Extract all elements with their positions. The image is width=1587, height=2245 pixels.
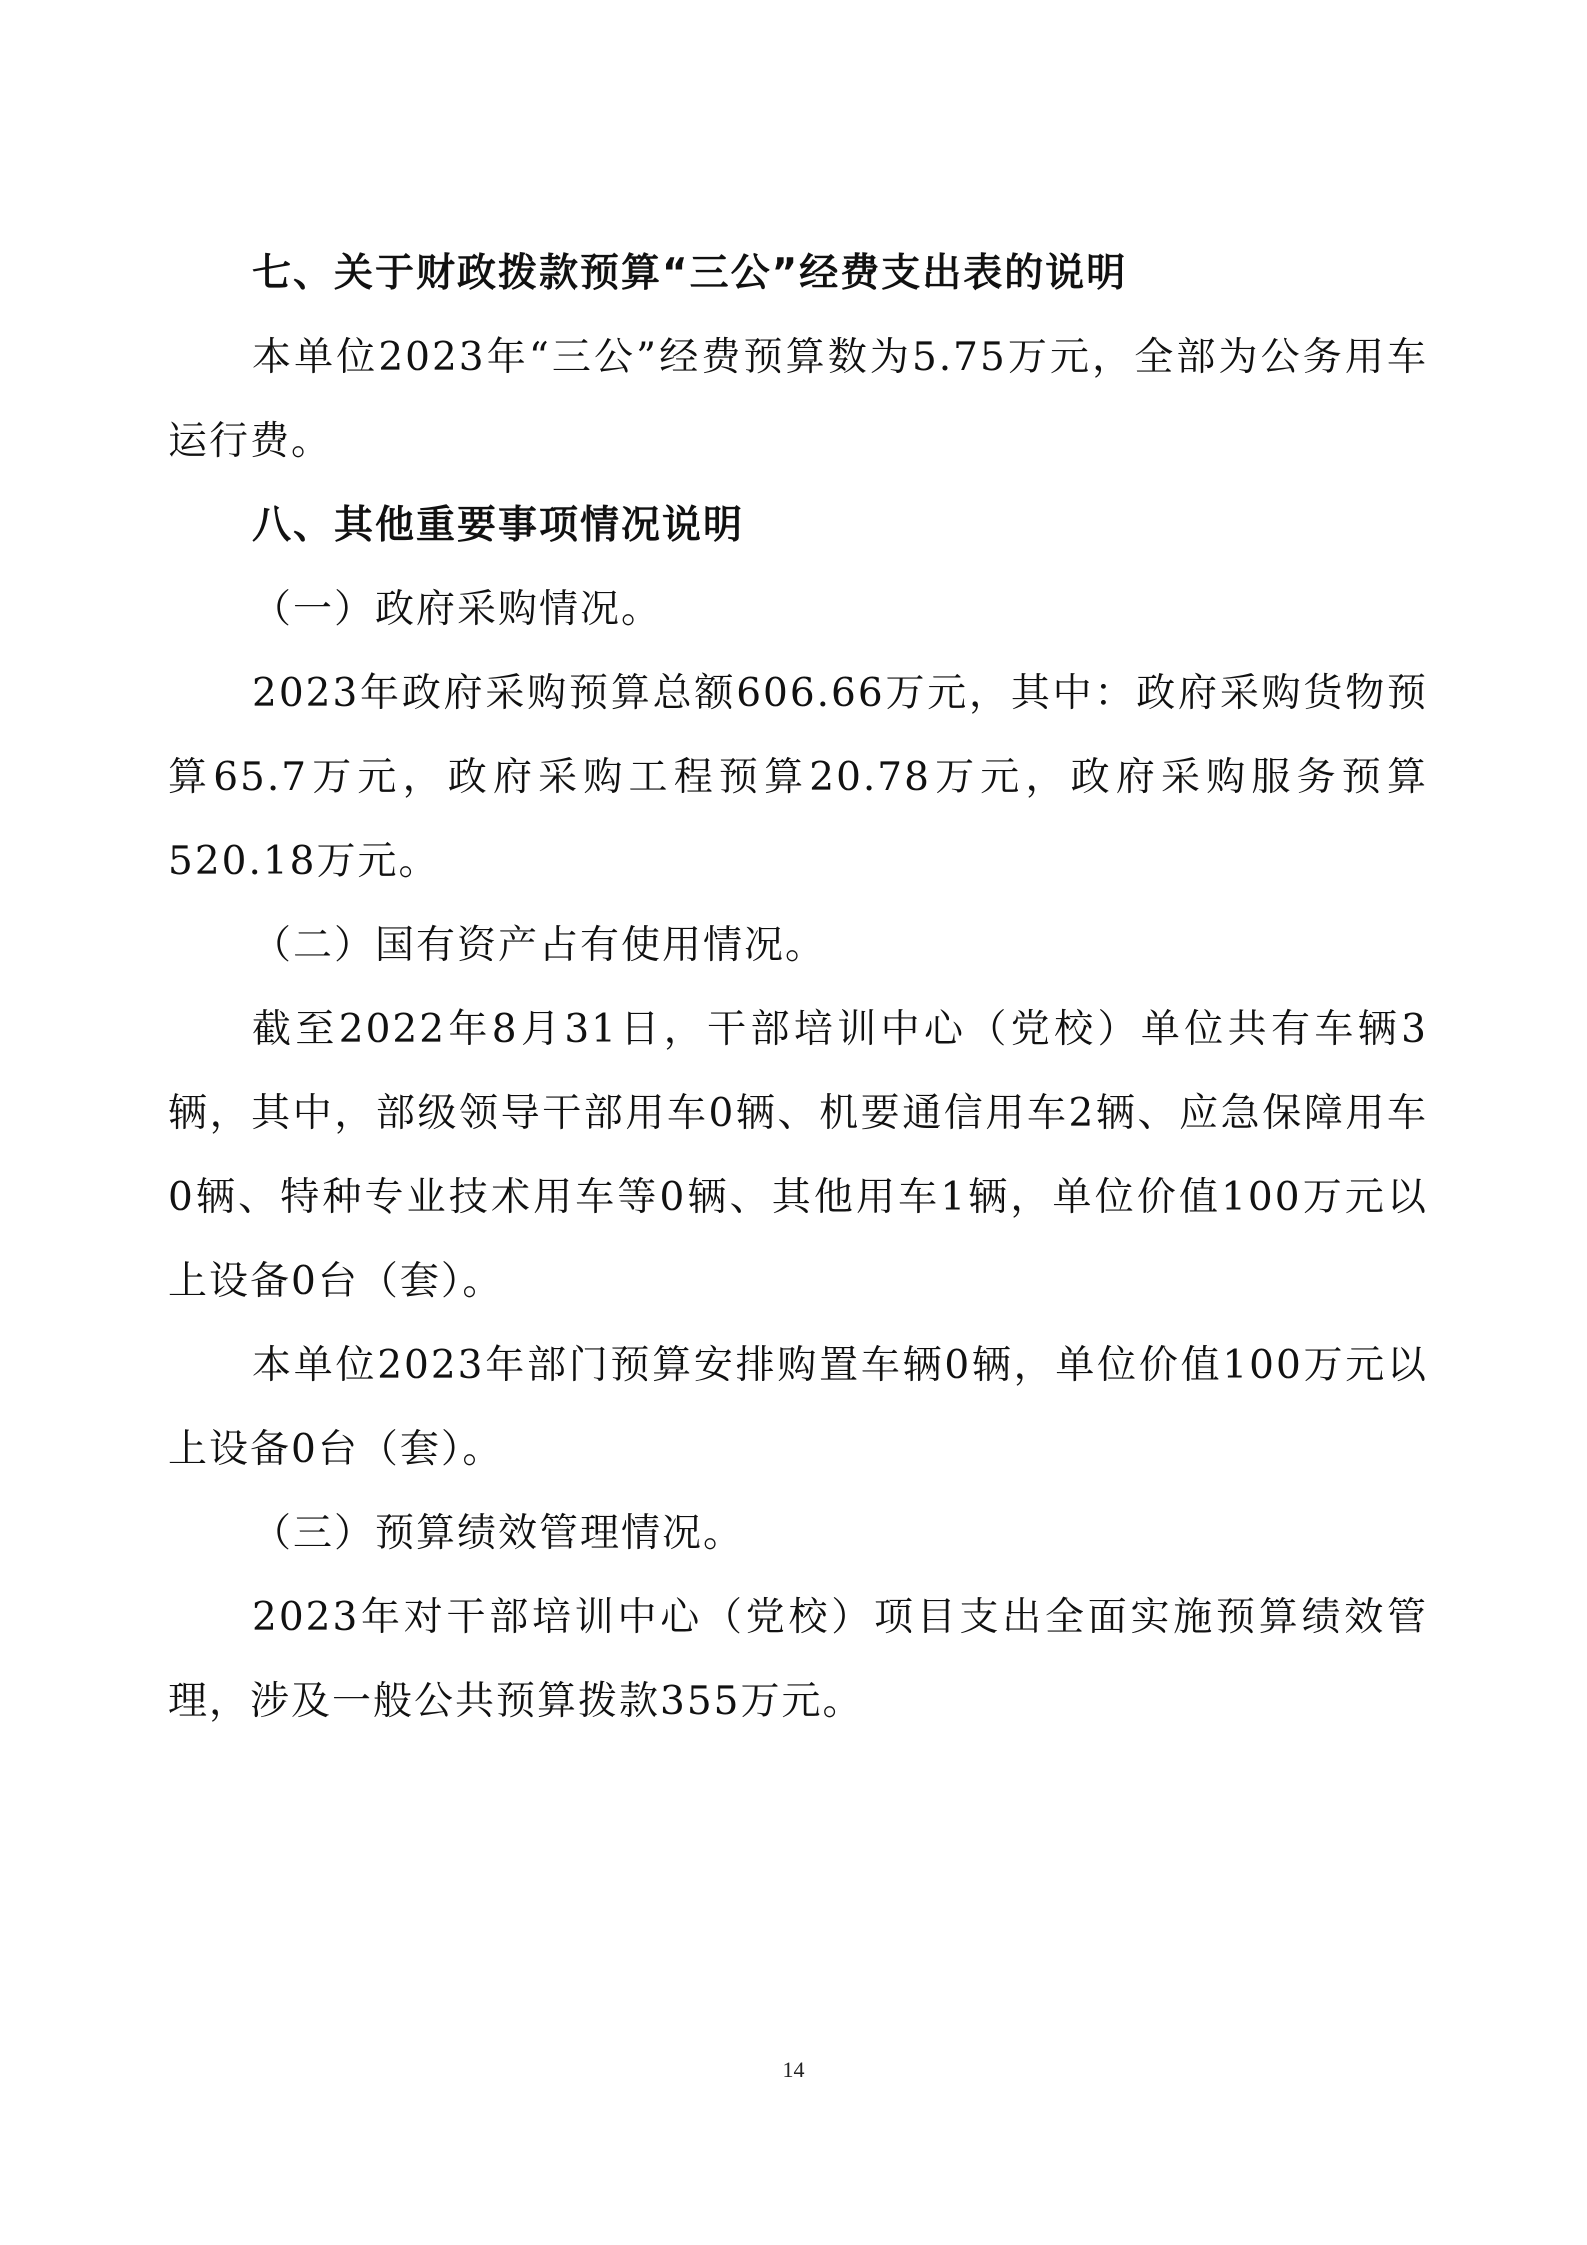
section-7-heading: 七、关于财政拨款预算“三公”经费支出表的说明	[252, 251, 1128, 296]
subsection-procurement-title: （一）政府采购情况。	[252, 587, 663, 632]
procurement-paragraph: 2023年政府采购预算总额606.66万元，其中：政府采购货物预算65.7万元，政府采购工程预算20.78万元，政府采购服务预算520.18万元。	[168, 671, 1428, 884]
subsection-performance-title: （三）预算绩效管理情况。	[252, 1511, 745, 1556]
assets-paragraph-vehicles: 截至2022年8月31日，干部培训中心（党校）单位共有车辆3辆，其中，部级领导干部用车0辆、机要通信用车2辆、应急保障用车0辆、特种专业技术用车等0辆、其他用车1辆，单位价值100万元以上设备0台（套）。	[168, 1007, 1428, 1304]
section-8-heading: 八、其他重要事项情况说明	[252, 503, 745, 548]
section-7-paragraph: 本单位2023年“三公”经费预算数为5.75万元，全部为公务用车运行费。	[168, 335, 1428, 464]
document-body	[168, 232, 1428, 1744]
page-number: 14	[782, 2057, 805, 2082]
performance-paragraph: 2023年对干部培训中心（党校）项目支出全面实施预算绩效管理，涉及一般公共预算拨款355万元。	[168, 1595, 1428, 1724]
assets-paragraph-purchase-plan: 本单位2023年部门预算安排购置车辆0辆，单位价值100万元以上设备0台（套）。	[168, 1343, 1428, 1472]
subsection-assets-title: （二）国有资产占有使用情况。	[252, 923, 827, 968]
